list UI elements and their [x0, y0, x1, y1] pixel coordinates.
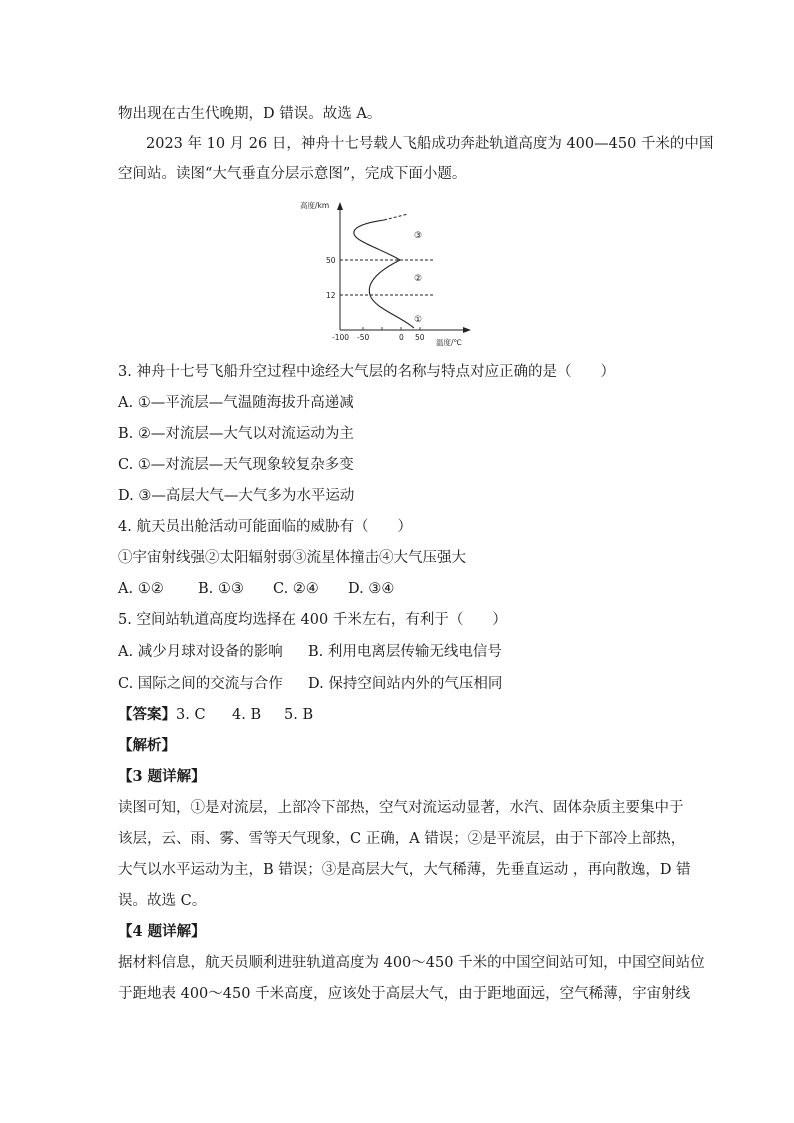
- option-d: D. ③④: [348, 581, 395, 597]
- option-a: A. ①—平流层—气温随海拔升高递减: [118, 395, 354, 411]
- question-items: ①宇宙射线强②太阳辐射弱③流星体撞击④大气压强大: [118, 550, 466, 566]
- x-axis-label: 温度/℃: [436, 338, 462, 347]
- analysis-heading: 【解析】: [118, 737, 176, 754]
- option-b: B. 利用电离层传输无线电信号: [308, 644, 502, 660]
- option-b: B. ②—对流层—大气以对流运动为主: [118, 426, 354, 442]
- y-axis-arrow: [337, 202, 343, 210]
- paragraph-line: 误。故选 C。: [118, 893, 207, 909]
- question-stem: 4. 航天员出舱活动可能面临的威胁有（ ）: [118, 519, 412, 535]
- layer-mark-3: ③: [414, 231, 423, 241]
- x-tick-label: -50: [357, 333, 370, 342]
- option-c: C. ①—对流层—天气现象较复杂多变: [118, 457, 354, 473]
- temperature-curve: [354, 220, 414, 328]
- temperature-curve-extension: [384, 214, 408, 220]
- y-tick-label: 12: [326, 291, 336, 300]
- text-line: 2023 年 10 月 26 日，神舟十七号载人飞船成功奔赴轨道高度为 400—450 千米的中国: [146, 136, 714, 152]
- option-c: C. ②④: [273, 581, 319, 597]
- options-row: [118, 674, 678, 694]
- x-axis-arrow: [463, 327, 471, 333]
- x-tick-label: -100: [332, 333, 350, 342]
- option-b: B. ①③: [198, 581, 244, 597]
- options-row: [118, 642, 678, 662]
- answer-label: 【答案】: [118, 706, 176, 723]
- diagram-svg: [300, 198, 480, 348]
- subheading-q3: 【3 题详解】: [118, 768, 206, 785]
- answer-3: 3. C: [176, 707, 206, 723]
- paragraph-line: 于距地表 400～450 千米高度，应该处于高层大气，由于距地面远，空气稀薄，宇宙射线: [118, 986, 691, 1002]
- paragraph-line: 该层，云、雨、雾、雪等天气现象，C 正确，A 错误；②是平流层，由于下部冷上部热，: [118, 831, 686, 847]
- options-row: [118, 579, 678, 599]
- question-stem: 5. 空间站轨道高度均选择在 400 千米左右，有利于（ ）: [118, 612, 507, 628]
- question-stem: 3. 神舟十七号飞船升空过程中途经大气层的名称与特点对应正确的是（ ）: [118, 364, 615, 380]
- option-d: D. 保持空间站内外的气压相同: [308, 676, 503, 692]
- text-line: 空间站。读图“大气垂直分层示意图”，完成下面小题。: [118, 166, 467, 182]
- atmosphere-layer-diagram: [300, 198, 480, 348]
- paragraph-line: 据材料信息，航天员顺利进驻轨道高度为 400～450 千米的中国空间站可知，中国空间站位: [118, 955, 705, 971]
- option-d: D. ③—高层大气—大气多为水平运动: [118, 488, 355, 504]
- answer-row: [118, 705, 678, 725]
- option-a: A. 减少月球对设备的影响: [118, 644, 283, 660]
- paragraph-line: 读图可知，①是对流层，上部冷下部热，空气对流运动显著，水汽、固体杂质主要集中于: [118, 800, 684, 816]
- x-tick-label: 0: [399, 333, 404, 342]
- text-line: 物出现在古生代晚期，D 错误。故选 A。: [118, 106, 382, 122]
- y-tick-label: 50: [326, 256, 336, 265]
- option-a: A. ①②: [118, 581, 164, 597]
- layer-mark-1: ①: [414, 315, 423, 325]
- answer-5: 5. B: [284, 707, 314, 723]
- y-axis-label: 高度/km: [300, 201, 330, 210]
- subheading-q4: 【4 题详解】: [118, 923, 206, 940]
- layer-mark-2: ②: [414, 274, 423, 284]
- answer-4: 4. B: [232, 707, 262, 723]
- paragraph-line: 大气以水平运动为主，B 错误；③是高层大气，大气稀薄，先垂直运动 ，再向散逸，D 错: [118, 862, 691, 878]
- x-tick-label: 50: [415, 333, 425, 342]
- option-c: C. 国际之间的交流与合作: [118, 676, 283, 692]
